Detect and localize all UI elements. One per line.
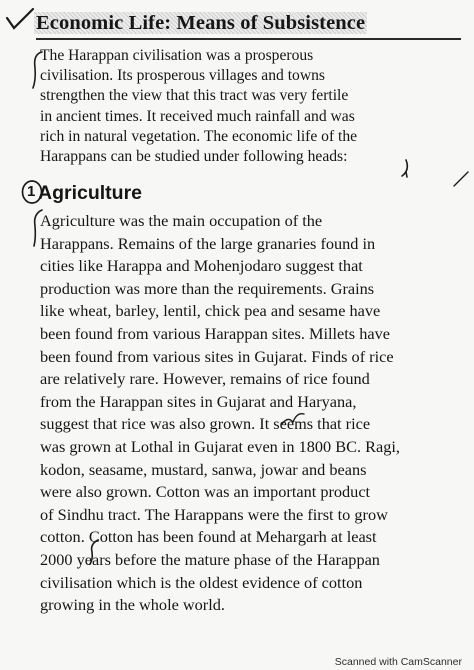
agriculture-line: production was more than the requirements. Grains bbox=[40, 278, 375, 298]
agriculture-line: cotton. Cotton has been found at Mehargarh at least bbox=[40, 527, 377, 547]
agriculture-line: Agriculture was the main occupation of the bbox=[40, 211, 323, 230]
checkmark-annotation-icon bbox=[4, 6, 36, 40]
intro-line: in ancient times. It received much rainfall and was bbox=[40, 107, 355, 125]
intro-line: civilisation. Its prosperous villages and towns bbox=[40, 67, 325, 85]
close-bracket-annotation-icon bbox=[398, 146, 414, 182]
section-number: 1 bbox=[27, 183, 36, 200]
intro-line: Harappans can be studied under following heads: bbox=[40, 148, 348, 166]
agriculture-line: growing in the whole world. bbox=[40, 595, 225, 615]
inline-bracket-annotation-icon bbox=[86, 538, 102, 566]
agriculture-line: 2000 years before the mature phase of the Harappan bbox=[40, 549, 380, 569]
agriculture-line: civilisation which is the oldest evidence of cotton bbox=[40, 572, 363, 592]
intro-line: strengthen the view that this tract was very fertile bbox=[40, 87, 349, 105]
page-title-text: Economic Life: Means of Subsistence bbox=[36, 12, 366, 34]
agriculture-line: been found from various sites in Gujarat. Finds of rice bbox=[40, 346, 394, 366]
agriculture-line: are relatively rare. However, remains of rice found bbox=[40, 369, 370, 389]
section-heading: Agriculture bbox=[38, 182, 143, 204]
agriculture-line: been found from various Harappan sites. Millets have bbox=[40, 323, 390, 343]
agriculture-line: Harappans. Remains of the large granaries found in bbox=[40, 233, 376, 253]
agriculture-paragraph bbox=[40, 210, 472, 617]
agriculture-line: was grown at Lothal in Gujarat even in 1800 BC. Ragi, bbox=[40, 436, 400, 456]
scribble-annotation-icon bbox=[280, 408, 306, 430]
intro-line: The Harappan civilisation was a prosperous bbox=[40, 47, 314, 64]
agriculture-line: were also grown. Cotton was an important product bbox=[40, 482, 371, 502]
agriculture-line: kodon, seasame, mustard, sanwa, jowar and beans bbox=[40, 459, 367, 479]
intro-line: rich in natural vegetation. The economic life of the bbox=[40, 127, 358, 145]
agriculture-line: from the Harappan sites in Gujarat and Haryana, bbox=[40, 391, 357, 411]
page-title bbox=[34, 12, 464, 35]
agriculture-line: suggest that rice was also grown. It seems that rice bbox=[40, 414, 371, 434]
agriculture-line: of Sindhu tract. The Harappans were the first to grow bbox=[40, 504, 388, 524]
agriculture-line: like wheat, barley, lentil, chick pea and sesame have bbox=[40, 301, 381, 321]
title-underline bbox=[36, 38, 461, 40]
margin-slash-annotation-icon bbox=[452, 168, 472, 190]
agriculture-line: cities like Harappa and Mohenjodaro suggest that bbox=[40, 256, 363, 276]
scanner-watermark: Scanned with CamScanner bbox=[334, 656, 462, 668]
